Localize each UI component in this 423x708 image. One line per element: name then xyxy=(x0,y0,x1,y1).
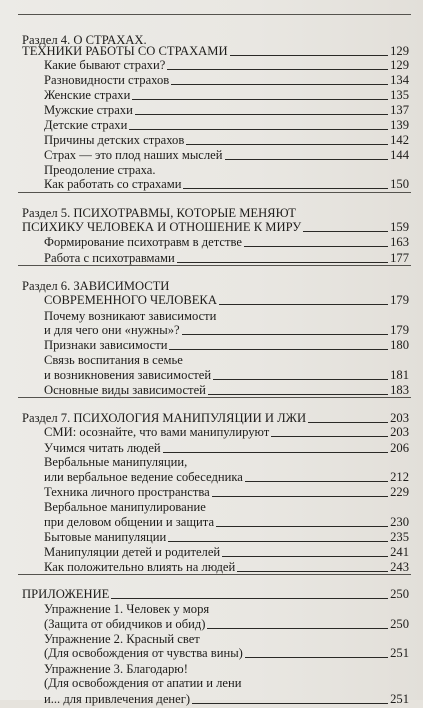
toc-entry-title: Раздел 4. О СТРАХАХ. xyxy=(22,33,147,47)
toc-entry-title: (Для освобождения от чувства вины) xyxy=(44,646,243,660)
toc-leader xyxy=(303,231,388,232)
toc-page-number: 177 xyxy=(390,251,409,265)
toc-entry-title: при деловом общении и защита xyxy=(44,515,215,529)
toc-entry-title: СОВРЕМЕННОГО ЧЕЛОВЕКА xyxy=(44,293,217,307)
toc-page-number: 179 xyxy=(390,293,409,307)
toc-entry-title: СМИ: осознайте, что вами манипулируют xyxy=(44,425,270,439)
toc-page-number: 229 xyxy=(390,485,409,499)
toc-entry-title: Признаки зависимости xyxy=(44,338,168,352)
toc-leader xyxy=(225,159,389,160)
toc-page-number: 235 xyxy=(390,530,409,544)
toc-entry-title: ТЕХНИКИ РАБОТЫ СО СТРАХАМИ xyxy=(22,44,228,58)
toc-leader xyxy=(111,598,388,599)
toc-page-number: 251 xyxy=(390,692,409,706)
toc-leader xyxy=(167,69,388,70)
toc-page-number: 251 xyxy=(390,646,409,660)
toc-entry-title: ПСИХИКУ ЧЕЛОВЕКА И ОТНОШЕНИЕ К МИРУ xyxy=(22,220,302,234)
toc-entry-title: Преодоление страха. xyxy=(44,163,156,177)
toc-leader xyxy=(135,114,388,115)
toc-entry-title: Вербальные манипуляции, xyxy=(44,455,188,469)
toc-entry xyxy=(0,175,423,193)
toc-leader xyxy=(245,481,388,482)
toc-entry-title: ПРИЛОЖЕНИЕ xyxy=(22,587,110,601)
toc-page-number: 135 xyxy=(390,88,409,102)
toc-leader xyxy=(182,334,388,335)
toc-leader xyxy=(207,628,388,629)
toc-leader xyxy=(132,99,388,100)
section-divider xyxy=(18,265,411,266)
toc-entry-title: Бытовые манипуляции xyxy=(44,530,167,544)
toc-leader xyxy=(183,188,388,189)
toc-entry-title: Раздел 5. ПСИХОТРАВМЫ, КОТОРЫЕ МЕНЯЮТ xyxy=(22,206,296,220)
toc-entry-title: Упражнение 3. Благодарю! xyxy=(44,662,188,676)
toc-entry-title: Как работать со страхами xyxy=(44,177,182,191)
toc-entry-title: Разновидности страхов xyxy=(44,73,170,87)
toc-page-number: 203 xyxy=(390,411,409,425)
toc-leader xyxy=(169,349,388,350)
toc-page-number: 230 xyxy=(390,515,409,529)
toc-leader xyxy=(237,571,388,572)
section-divider xyxy=(18,14,411,15)
section-divider xyxy=(18,192,411,193)
toc-leader xyxy=(208,394,388,395)
toc-page-number: 137 xyxy=(390,103,409,117)
toc-leader xyxy=(222,556,388,557)
toc-leader xyxy=(129,129,388,130)
toc-entry-title: Раздел 6. ЗАВИСИМОСТИ xyxy=(22,279,170,293)
toc-entry-title: Детские страхи xyxy=(44,118,128,132)
toc-leader xyxy=(213,379,388,380)
toc-entry-title: и... для привлечения денег) xyxy=(44,692,191,706)
toc-leader xyxy=(168,541,388,542)
toc-page-number: 144 xyxy=(390,148,409,162)
section-divider xyxy=(18,397,411,398)
toc-entry-title: или вербальное ведение собеседника xyxy=(44,470,243,484)
toc-entry-title: Страх — это плод наших мыслей xyxy=(44,148,223,162)
toc-entry-title: Причины детских страхов xyxy=(44,133,185,147)
toc-entry-title: Упражнение 2. Красный свет xyxy=(44,632,200,646)
toc-leader xyxy=(216,526,388,527)
toc-leader xyxy=(192,703,388,704)
toc-page-number: 129 xyxy=(390,58,409,72)
toc-entry xyxy=(0,690,423,708)
toc-entry-title: Какие бывают страхи? xyxy=(44,58,166,72)
toc-page-number: 139 xyxy=(390,118,409,132)
toc-page-number: 250 xyxy=(390,587,409,601)
toc-leader xyxy=(186,144,388,145)
toc-entry-title: Манипуляции детей и родителей xyxy=(44,545,221,559)
toc-page-number: 250 xyxy=(390,617,409,631)
toc-page-number: 206 xyxy=(390,441,409,455)
toc-leader xyxy=(244,246,388,247)
toc-page-number: 180 xyxy=(390,338,409,352)
toc-entry-title: Формирование психотравм в детстве xyxy=(44,235,242,249)
toc-entry-title: Вербальное манипулирование xyxy=(44,500,206,514)
toc-entry-title: Женские страхи xyxy=(44,88,131,102)
toc-entry-title: Как положительно влиять на людей xyxy=(44,560,236,574)
toc-entry-title: Упражнение 1. Человек у моря xyxy=(44,602,210,616)
toc-entry-title: Раздел 7. ПСИХОЛОГИЯ МАНИПУЛЯЦИИ И ЛЖИ xyxy=(22,411,307,425)
toc-page-number: 212 xyxy=(390,470,409,484)
toc-leader xyxy=(212,496,388,497)
toc-leader xyxy=(219,304,388,305)
toc-page-number: 241 xyxy=(390,545,409,559)
toc-entry-title: Техника личного пространства xyxy=(44,485,210,499)
toc-leader xyxy=(177,262,388,263)
toc-leader xyxy=(271,436,388,437)
toc-entry-title: (Защита от обидчиков и обид) xyxy=(44,617,206,631)
toc-page-number: 142 xyxy=(390,133,409,147)
toc-leader xyxy=(245,657,388,658)
toc-page-number: 203 xyxy=(390,425,409,439)
toc-page-number: 243 xyxy=(390,560,409,574)
toc-page-number: 181 xyxy=(390,368,409,382)
toc-page-number: 134 xyxy=(390,73,409,87)
toc-entry-title: и для чего они «нужны»? xyxy=(44,323,180,337)
toc-page-number: 179 xyxy=(390,323,409,337)
toc-entry-title: Мужские страхи xyxy=(44,103,133,117)
toc-page-number: 159 xyxy=(390,220,409,234)
toc-page-number: 129 xyxy=(390,44,409,58)
toc-entry-title: и возникновения зависимостей xyxy=(44,368,212,382)
section-divider xyxy=(18,574,411,575)
toc-page-number: 150 xyxy=(390,177,409,191)
toc-entry-title: Связь воспитания в семье xyxy=(44,353,183,367)
toc-entry-title: (Для освобождения от апатии и лени xyxy=(44,676,242,690)
toc-leader xyxy=(171,84,388,85)
toc-entry-title: Работа с психотравмами xyxy=(44,251,175,265)
toc-page-number: 163 xyxy=(390,235,409,249)
toc-page-number: 183 xyxy=(390,383,409,397)
toc-entry-title: Основные виды зависимостей xyxy=(44,383,206,397)
toc-entry-title: Учимся читать людей xyxy=(44,441,161,455)
toc-entry-title: Почему возникают зависимости xyxy=(44,309,217,323)
